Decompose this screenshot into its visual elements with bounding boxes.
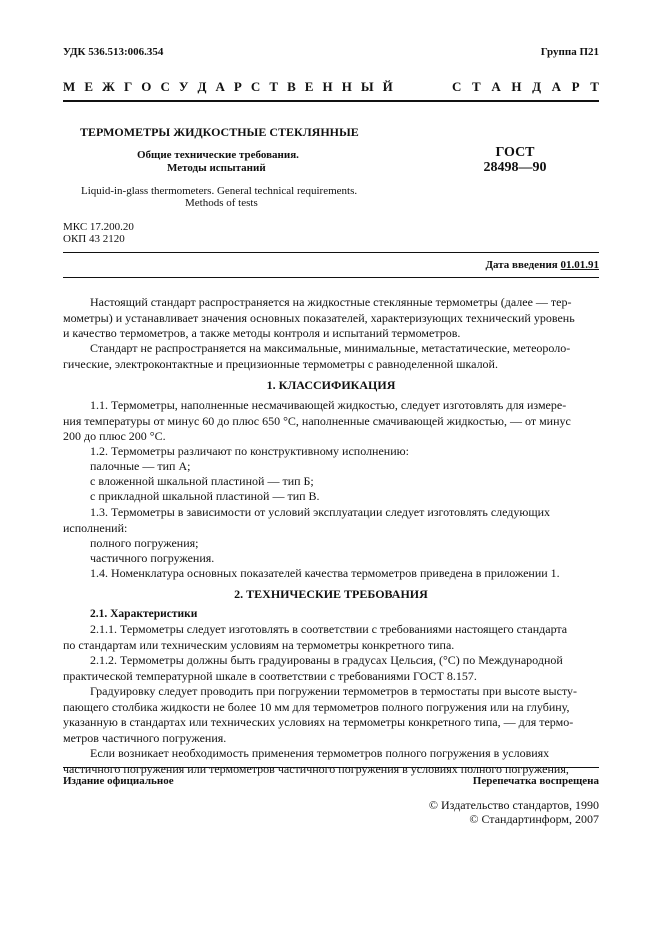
section-2-title: 2. ТЕХНИЧЕСКИЕ ТРЕБОВАНИЯ xyxy=(234,587,428,601)
reprint-prohibited: Перепечатка воспрещена xyxy=(472,775,599,787)
banner-letter: С xyxy=(452,79,462,94)
banner-rule xyxy=(63,100,599,102)
text-line: ния температуры от минус 60 до плюс 650 °С, наполненные смачивающей жидкостью, — от минус xyxy=(63,413,571,428)
clause-2-1-1 xyxy=(63,622,599,653)
clause-1-2-type-b: с вложенной шкальной пластиной — тип Б; xyxy=(90,474,314,488)
banner-letter: Н xyxy=(341,79,352,94)
official-edition: Издание официальное xyxy=(63,775,174,787)
clause-2-1-2 xyxy=(63,653,599,684)
gost-label: ГОСТ xyxy=(495,145,535,160)
clause-1-1 xyxy=(63,398,599,445)
english-title-1: Liquid-in-glass thermometers. General technical requirements. xyxy=(81,185,358,197)
text-line: Градуировку следует проводить при погружении термометров в термостаты при высоте высту- xyxy=(90,684,578,698)
clause-1-3-partial: частичного погружения. xyxy=(90,551,215,565)
banner-letter: Й xyxy=(382,79,393,94)
clause-1-4: 1.4. Номенклатура основных показателей качества термометров приведена в приложении 1. xyxy=(90,566,560,580)
banner-letter: А xyxy=(551,79,562,94)
standard-subtitle-2: Методы испытаний xyxy=(167,162,266,174)
text-line: 200 до плюс 200 °С. xyxy=(63,429,166,443)
banner-letter: С xyxy=(160,79,170,94)
graduation-paragraph xyxy=(63,684,599,746)
text-line: Если возникает необходимость применения термометров полного погружения в условиях xyxy=(90,746,550,760)
text-line: Стандарт не распространяется на максимальные, минимальные, метастатические, метеороло- xyxy=(90,341,571,355)
text-line: Настоящий стандарт распространяется на жидкостные стеклянные термометры (далее — тер- xyxy=(90,295,572,309)
interstate-standard-banner xyxy=(63,79,599,95)
banner-letter: Д xyxy=(532,79,542,94)
banner-word-standard xyxy=(452,79,599,95)
text-line: 1.3. Термометры в зависимости от условий эксплуатации следует изготовлять следующих xyxy=(90,505,551,519)
footer-divider xyxy=(63,767,599,768)
text-line: по стандартам или техническим условиям на термометры конкретного типа. xyxy=(63,637,455,652)
gost-number: 28498—90 xyxy=(483,160,547,175)
date-divider xyxy=(63,277,599,278)
banner-letter: У xyxy=(178,79,189,94)
banner-letter: Т xyxy=(269,79,279,94)
text-line: исполнений: xyxy=(63,520,128,535)
intro-date-label: Дата введения xyxy=(485,259,558,271)
banner-letter: А xyxy=(215,79,225,94)
intro-date-value: 01.01.91 xyxy=(560,259,599,271)
text-line: указанную в стандартах или технических условиях на термометры конкретного типа, — для термо- xyxy=(63,715,574,729)
banner-letter: В xyxy=(287,79,296,94)
clause-2-1: 2.1. Характеристики xyxy=(90,608,198,620)
immersion-paragraph xyxy=(63,746,599,777)
udk-code: УДК 536.513:006.354 xyxy=(63,46,164,58)
banner-letter: Г xyxy=(123,79,133,94)
copyright-2: © Стандартинформ, 2007 xyxy=(469,812,599,826)
text-line: практической температурной шкале в соответствии с требованиями ГОСТ 8.157. xyxy=(63,668,477,683)
banner-letter: О xyxy=(141,79,152,94)
clause-1-3-full: полного погружения; xyxy=(90,536,199,550)
intro-paragraph-2 xyxy=(63,341,599,372)
clause-1-2-type-a: палочные — тип А; xyxy=(90,459,191,473)
text-line: мометры) и устанавливает значения основных показателей, характеризующих технический уровень xyxy=(63,310,575,325)
text-line: 2.1.1. Термометры следует изготовлять в соответствии с требованиями настоящего стандарта xyxy=(90,622,568,636)
banner-letter: Н xyxy=(322,79,333,94)
text-line: метров частичного погружения. xyxy=(63,730,227,745)
group-code: Группа П21 xyxy=(540,46,599,58)
text-line: 2.1.2. Термометры должны быть градуированы в градусах Цельсия, (°С) по Международной xyxy=(90,653,563,667)
banner-letter: М xyxy=(63,79,76,94)
clause-1-2: 1.2. Термометры различают по конструктивному исполнению: xyxy=(90,444,409,458)
clause-1-3 xyxy=(63,505,599,536)
clause-1-2-type-c: с прикладной шкальной пластиной — тип В. xyxy=(90,489,320,503)
text-line: гические, электроконтактные и прецизионные термометры с равноделенной шкалой. xyxy=(63,356,498,371)
banner-letter: Ы xyxy=(360,79,374,94)
banner-letter: Ж xyxy=(102,79,115,94)
intro-paragraph-1 xyxy=(63,295,599,342)
banner-letter: Т xyxy=(472,79,481,94)
intro-date xyxy=(485,259,599,271)
title-divider xyxy=(63,252,599,253)
text-line: и качество термометров, а также методы контроля и испытаний термометров. xyxy=(63,326,461,340)
standard-subtitle-1: Общие технические требования. xyxy=(137,149,299,161)
banner-letter: Е xyxy=(304,79,314,94)
banner-letter: А xyxy=(491,79,501,94)
banner-letter: Д xyxy=(197,79,207,94)
banner-letter: Е xyxy=(84,79,93,94)
banner-letter: Р xyxy=(571,79,580,94)
banner-letter: Р xyxy=(233,79,242,94)
banner-letter: С xyxy=(250,79,261,94)
text-line: частичного погружения или термометров частичного погружения в условиях полного погружения, xyxy=(63,761,569,776)
text-line: пающего столбика жидкости не более 10 мм для термометров полного погружения или на глубину, xyxy=(63,699,570,714)
text-line: 1.1. Термометры, наполненные несмачивающей жидкостью, следует изготовлять для измере- xyxy=(90,398,567,412)
banner-letter: Н xyxy=(511,79,522,94)
section-1-title: 1. КЛАССИФИКАЦИЯ xyxy=(266,378,396,392)
standard-title: ТЕРМОМЕТРЫ ЖИДКОСТНЫЕ СТЕКЛЯННЫЕ xyxy=(80,125,359,139)
banner-letter: Т xyxy=(590,79,599,94)
mks-code: МКС 17.200.20 xyxy=(63,221,134,233)
english-title-2: Methods of tests xyxy=(185,197,258,209)
copyright-1: © Издательство стандартов, 1990 xyxy=(428,798,599,812)
okp-code: ОКП 43 2120 xyxy=(63,233,125,245)
banner-word-interstate xyxy=(63,79,393,95)
